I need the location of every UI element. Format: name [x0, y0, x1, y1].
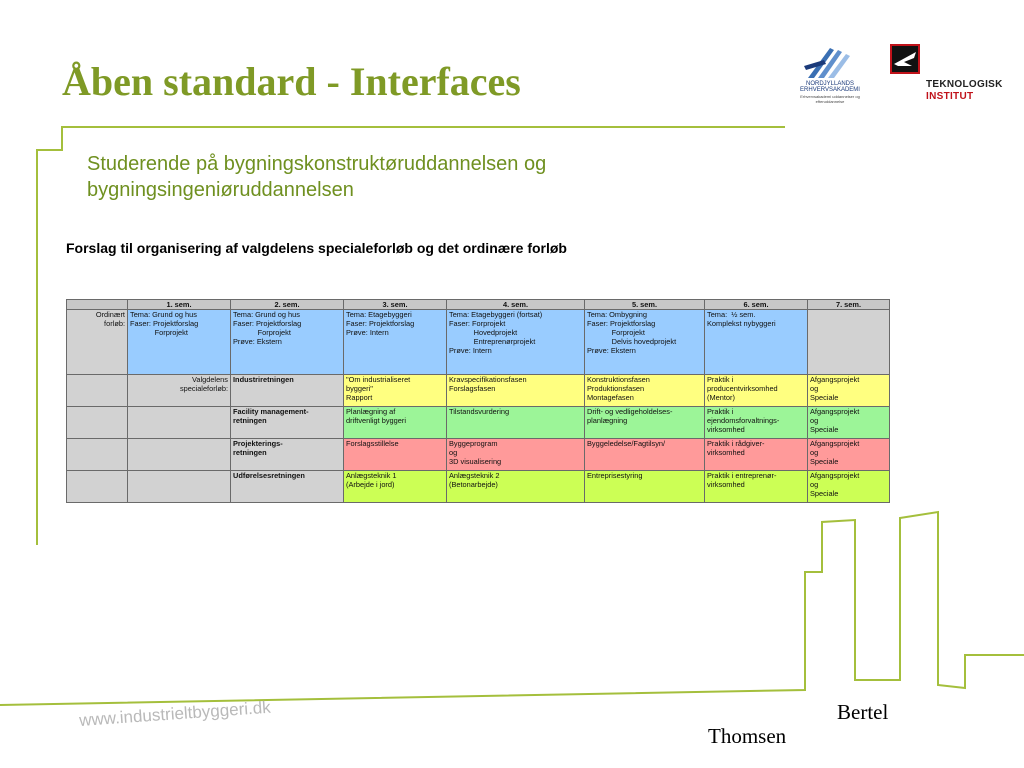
elective-label: Valgdelens specialeforløb:: [128, 375, 231, 407]
nordjyllands-line-2: ERHVERVSAKADEMI: [800, 87, 860, 93]
track-cell: Praktik i entreprenør- virksomhed: [705, 471, 808, 503]
semester-header: 4. sem.: [447, 300, 585, 310]
elective-left-cell: [67, 407, 128, 439]
elective-label-cell: [128, 471, 231, 503]
track-cell: Drift- og vedligeholdelses- planlægning: [585, 407, 705, 439]
elective-label-cell: [128, 439, 231, 471]
semester-header: 3. sem.: [344, 300, 447, 310]
nordjyllands-bird-icon: [790, 42, 870, 82]
ordinary-cell: Tema: ½ sem. Komplekst nybyggeri: [705, 310, 808, 375]
track-cell: Kravspecifikationsfasen Forslagsfasen: [447, 375, 585, 407]
track-row: [67, 375, 890, 407]
table-title: Forslag til organisering af valgdelens specialeforløb og det ordinære forløb: [66, 240, 567, 256]
ordinary-cell: Tema: Grund og hus Faser: Projektforslag Forprojekt Prøve: Ekstern: [231, 310, 344, 375]
nordjyllands-tagline: Erhvervsakademi uddannelser og efteruddannelse: [800, 94, 860, 104]
slide-title: Åben standard - Interfaces: [62, 59, 521, 104]
track-cell: Afgangsprojekt og Speciale: [808, 375, 890, 407]
nordjyllands-logo: [790, 42, 870, 102]
track-cell: Tilstandsvurdering: [447, 407, 585, 439]
track-name: Facility management- retningen: [231, 407, 344, 439]
track-cell: Praktik i ejendomsforvaltnings- virksomhed: [705, 407, 808, 439]
semester-header: 6. sem.: [705, 300, 808, 310]
track-cell: Planlægning af driftvenligt byggeri: [344, 407, 447, 439]
semester-header: 5. sem.: [585, 300, 705, 310]
subtitle-line-1: Studerende på bygningskonstruktøruddannelsen og: [87, 153, 547, 175]
track-row: [67, 439, 890, 471]
track-cell: Konstruktionsfasen Produktionsfasen Montagefasen: [585, 375, 705, 407]
semester-plan-table: [66, 299, 890, 503]
track-name: Industriretningen: [231, 375, 344, 407]
website-link[interactable]: www.industrieltbyggeri.dk: [78, 697, 272, 731]
track-cell: Afgangsprojekt og Speciale: [808, 407, 890, 439]
semester-header: 1. sem.: [128, 300, 231, 310]
slide-subtitle: [87, 151, 727, 203]
ordinary-cell: Tema: Etagebyggeri Faser: Projektforslag Prøve: Intern: [344, 310, 447, 375]
teknologisk-line-1: TEKNOLOGISK: [926, 79, 1003, 90]
track-cell: Byggeledelse/Fagtilsyn/: [585, 439, 705, 471]
nordjyllands-line-1: NORDJYLLANDS: [805, 81, 854, 87]
credit-first-name: Bertel: [837, 700, 889, 724]
track-cell: Praktik i producentvirksomhed (Mentor): [705, 375, 808, 407]
track-name: Udførelsesretningen: [231, 471, 344, 503]
ordinary-row: [67, 310, 890, 375]
ordinary-cell: Tema: Grund og hus Faser: Projektforslag Forprojekt: [128, 310, 231, 375]
ordinary-cell: Tema: Ombygning Faser: Projektforslag Forprojekt Delvis hovedprojekt Prøve: Ekstern: [585, 310, 705, 375]
teknologisk-bird-icon: [890, 44, 920, 74]
semester-header: 7. sem.: [808, 300, 890, 310]
track-cell: Anlægsteknik 1 (Arbejde i jord): [344, 471, 447, 503]
credit-last-name: Thomsen: [708, 724, 787, 748]
subtitle-line-2: bygningsingeniøruddannelsen: [87, 179, 354, 201]
elective-label-cell: [128, 407, 231, 439]
track-cell: "Om industrialiseret byggeri" Rapport: [344, 375, 447, 407]
track-cell: Anlægsteknik 2 (Betonarbejde): [447, 471, 585, 503]
ordinary-label: Ordinært forløb:: [67, 310, 128, 375]
ordinary-cell: [808, 310, 890, 375]
corner-cell: [67, 300, 128, 310]
track-cell: Praktik i rådgiver- virksomhed: [705, 439, 808, 471]
teknologisk-institut-logo: [890, 44, 1020, 104]
track-cell: Forslagsstillelse: [344, 439, 447, 471]
track-row: [67, 407, 890, 439]
elective-left-cell: [67, 375, 128, 407]
header-row: [67, 300, 890, 310]
track-cell: Entreprisestyring: [585, 471, 705, 503]
nordjyllands-name: [790, 81, 870, 93]
teknologisk-line-2: INSTITUT: [926, 91, 974, 102]
track-cell: Byggeprogram og 3D visualisering: [447, 439, 585, 471]
elective-left-cell: [67, 471, 128, 503]
track-row: [67, 471, 890, 503]
track-cell: Afgangsprojekt og Speciale: [808, 439, 890, 471]
elective-left-cell: [67, 439, 128, 471]
semester-header: 2. sem.: [231, 300, 344, 310]
track-name: Projekterings- retningen: [231, 439, 344, 471]
ordinary-cell: Tema: Etagebyggeri (fortsat) Faser: Forprojekt Hovedprojekt Entreprenørprojekt Prøve: Intern: [447, 310, 585, 375]
track-cell: Afgangsprojekt og Speciale: [808, 471, 890, 503]
